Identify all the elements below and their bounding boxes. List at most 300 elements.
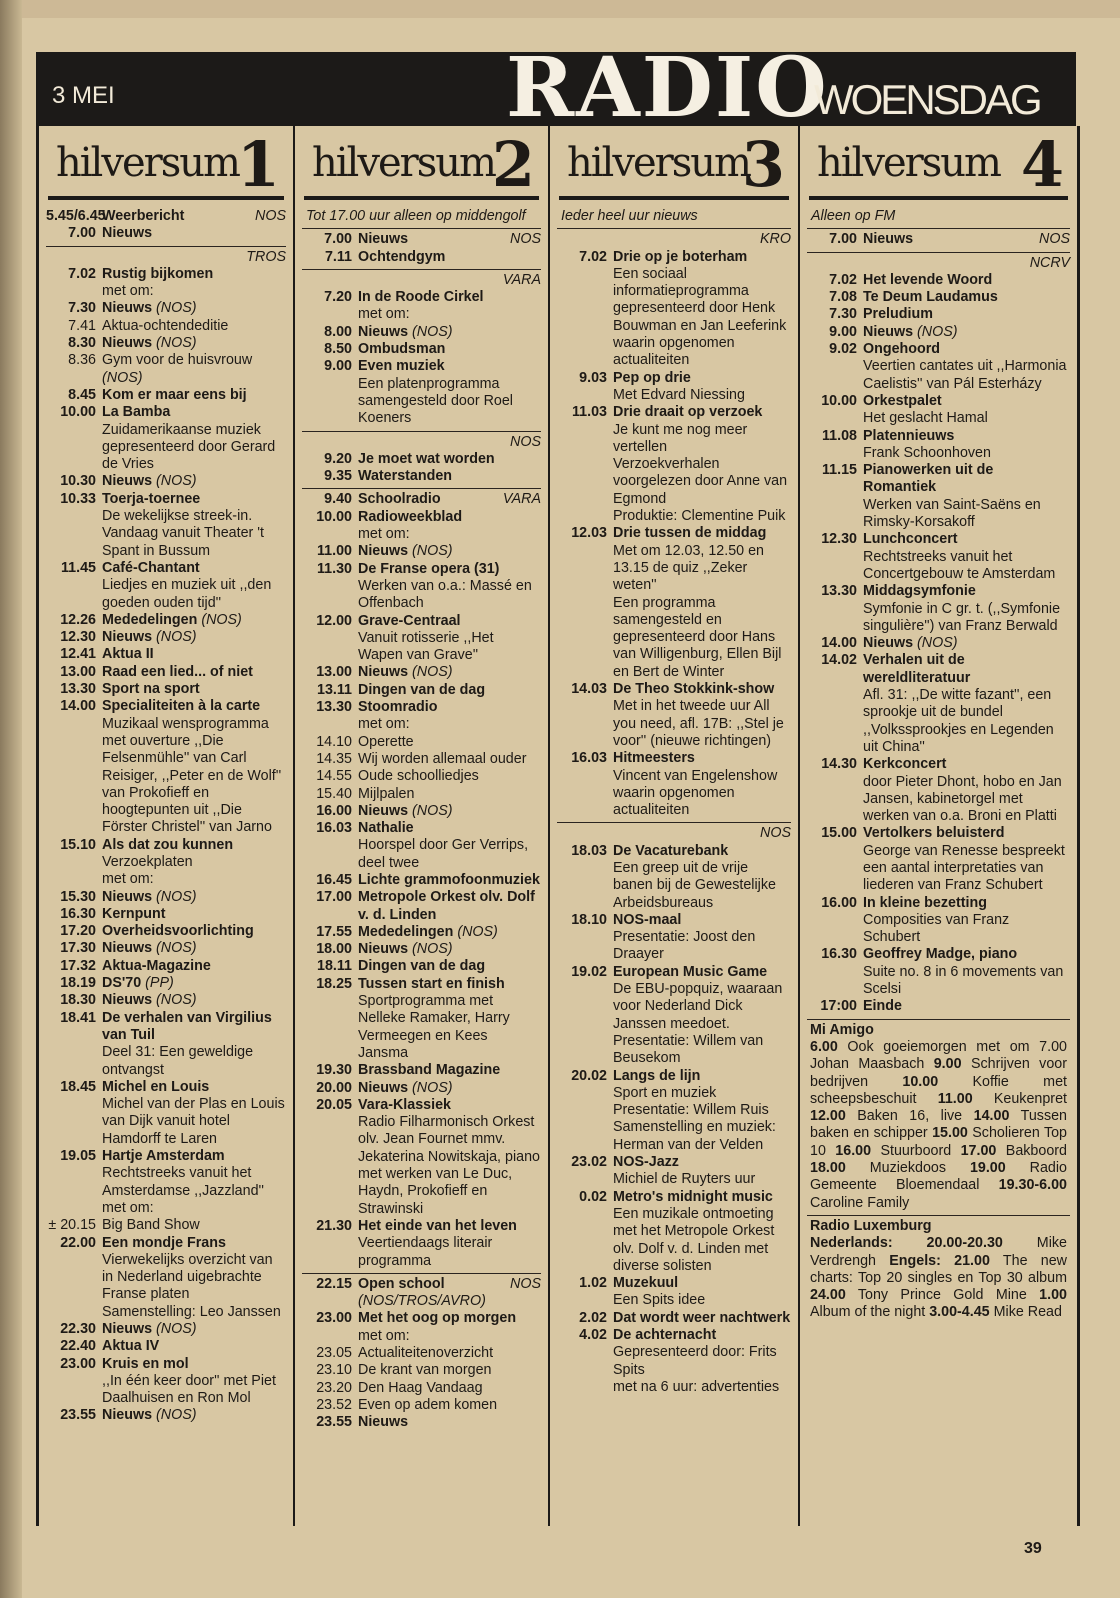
schedule-time: 3.00-4.45 xyxy=(929,1304,990,1321)
program-time: 7.41 xyxy=(68,317,96,334)
program-entry xyxy=(807,393,1070,428)
program-time: 17.00 xyxy=(316,889,352,906)
schedule-time: 6.00 xyxy=(810,1038,838,1055)
program-body xyxy=(863,462,1070,531)
program-title: Nieuws xyxy=(102,335,153,352)
program-body xyxy=(102,560,286,612)
program-entry xyxy=(302,1310,541,1345)
program-time: ± 20.15 xyxy=(48,1217,96,1234)
program-time: 13.00 xyxy=(60,663,96,680)
program-time: 12.30 xyxy=(60,629,96,646)
program-time: 10.30 xyxy=(60,473,96,490)
schedule-time: 18.00 xyxy=(810,1160,846,1177)
program-entry xyxy=(46,612,286,629)
program-title: Michel en Louis xyxy=(102,1078,210,1095)
program-title: Nieuws xyxy=(358,802,409,819)
program-entry xyxy=(46,1235,286,1321)
program-entry xyxy=(46,318,286,335)
program-time: 23.00 xyxy=(60,1355,96,1372)
program-description: Een sociaal informatieprogramma gepresenteerd door Henk Bouwman en Jan Leeferink waarin opgenomen actualiteiten xyxy=(613,265,787,369)
program-entry xyxy=(302,820,541,872)
program-description: Verzoekplaten met om: xyxy=(102,853,193,888)
program-time: 22.00 xyxy=(60,1234,96,1251)
program-time: 7.30 xyxy=(829,306,857,323)
program-title: Specialiteiten à la carte xyxy=(102,698,261,715)
program-description: ,,In één keer door'' met Piet Daalhuisen en Ron Mol xyxy=(102,1372,276,1407)
program-entry xyxy=(46,923,286,940)
program-description: Suite no. 8 in 6 movements van Scelsi xyxy=(863,963,1064,998)
program-title: NOS-Jazz xyxy=(613,1154,679,1171)
program-description: Rechtstreeks vanuit het Concertgebouw te Amsterdam xyxy=(863,548,1056,582)
program-time: 8.50 xyxy=(324,341,352,358)
program-title: Het einde van het leven xyxy=(358,1217,517,1234)
program-title: Met het oog op morgen xyxy=(358,1310,517,1327)
program-time: 16.45 xyxy=(316,871,352,888)
program-time: 15.10 xyxy=(60,836,96,853)
program-time: 23.00 xyxy=(316,1310,352,1327)
program-entry xyxy=(46,992,286,1009)
broadcaster-tag: NOS xyxy=(510,1275,541,1292)
program-entry xyxy=(807,998,1070,1015)
program-body xyxy=(863,652,1070,756)
program-description: Composities van Franz Schubert xyxy=(863,911,1010,946)
program-body xyxy=(358,664,541,681)
page-number: 39 xyxy=(1024,1540,1042,1557)
program-time: 19.30 xyxy=(316,1062,352,1079)
schedule-time: 14.00 xyxy=(973,1108,1010,1125)
program-body xyxy=(358,682,541,699)
program-description: Veertiendaags literair programma xyxy=(358,1235,493,1269)
program-title: Open school xyxy=(358,1275,445,1292)
program-description: (NOS) xyxy=(102,369,143,386)
program-entry xyxy=(807,289,1070,306)
program-body xyxy=(358,1062,541,1079)
program-entry xyxy=(46,208,286,225)
program-body xyxy=(863,756,1070,825)
program-body xyxy=(863,231,1070,248)
program-entry xyxy=(807,583,1070,635)
schedule-text: Mike Read xyxy=(989,1304,1062,1321)
program-entry xyxy=(302,358,541,427)
program-note: (NOS) xyxy=(156,473,197,490)
program-entry xyxy=(302,699,541,734)
program-body xyxy=(102,300,286,317)
program-body xyxy=(358,1310,541,1345)
program-entry xyxy=(302,941,541,958)
program-entry xyxy=(807,272,1070,289)
program-title: Nieuws xyxy=(102,992,153,1009)
program-entry xyxy=(807,428,1070,463)
program-title: Verhalen uit de wereldliteratuur xyxy=(863,652,971,686)
program-title: Ongehoord xyxy=(863,341,941,358)
program-body xyxy=(102,1079,286,1148)
program-time: 13.11 xyxy=(317,681,352,698)
program-body xyxy=(863,825,1070,894)
program-description: Sport en muziek Presentatie: Willem Ruis Samenstelling en muziek: Herman van der Velden xyxy=(613,1084,776,1153)
program-title: Drie draait op verzoek xyxy=(613,404,763,421)
station-column-hilversum-4 xyxy=(798,126,1077,1526)
program-body xyxy=(102,889,286,906)
schedule-time: 19.00 xyxy=(969,1160,1006,1177)
program-body xyxy=(613,843,791,912)
schedule-time: 15.00 xyxy=(932,1125,968,1142)
program-title: Platennieuws xyxy=(863,427,955,444)
station-number: 4 xyxy=(1020,128,1064,201)
program-title: Waterstanden xyxy=(358,468,453,485)
program-entry xyxy=(302,1380,541,1397)
program-title: Metropole Orkest olv. Dolf v. d. Linden xyxy=(358,889,535,923)
program-entry xyxy=(302,249,541,266)
program-note: (NOS) xyxy=(156,992,197,1009)
program-entry xyxy=(557,912,791,964)
program-body xyxy=(102,1321,286,1338)
program-body xyxy=(613,525,791,681)
program-body xyxy=(358,699,541,734)
program-time: 0.02 xyxy=(579,1188,607,1205)
program-time: 22.15 xyxy=(316,1275,352,1292)
program-entry xyxy=(46,940,286,957)
program-time: 11.45 xyxy=(61,559,96,576)
program-time: 23.55 xyxy=(316,1414,352,1431)
program-time: 23.52 xyxy=(316,1396,352,1413)
program-time: 12.03 xyxy=(571,525,607,542)
program-time: 16.00 xyxy=(821,894,857,911)
program-description: Presentatie: Joost den Draayer xyxy=(613,929,756,963)
program-time: 10.00 xyxy=(316,508,352,525)
program-body xyxy=(358,231,541,248)
schedule-text: Radio Gemeente Bloemendaal xyxy=(810,1160,1068,1194)
program-entry xyxy=(557,964,791,1068)
program-body xyxy=(102,1010,286,1079)
program-body xyxy=(863,324,1070,341)
program-title: Nieuws xyxy=(358,664,409,681)
date-label: 3 MEI xyxy=(52,82,115,109)
program-body xyxy=(358,751,541,768)
station-title: Mi Amigo xyxy=(810,1021,874,1038)
program-time: 12.00 xyxy=(316,612,352,629)
program-note: (NOS) xyxy=(412,664,453,681)
program-title: Café-Chantant xyxy=(102,559,200,576)
program-description: met om: xyxy=(358,526,410,543)
schedule-text: Baken 16, live xyxy=(845,1108,974,1125)
program-time: 12.30 xyxy=(821,531,857,548)
program-note: (NOS) xyxy=(412,1079,453,1096)
program-note: (NOS) xyxy=(201,611,242,628)
program-title: Hitmeesters xyxy=(613,750,695,767)
program-body xyxy=(613,750,791,819)
program-description: Liedjes en muziek uit ,,den goeden ouden tijd'' xyxy=(102,577,272,611)
program-time: 16.30 xyxy=(821,946,857,963)
program-time: 10.00 xyxy=(821,392,857,409)
program-body xyxy=(613,1068,791,1154)
program-body xyxy=(613,912,791,964)
program-time: 14.00 xyxy=(821,635,857,652)
program-title: Vara-Klassiek xyxy=(358,1096,451,1113)
program-body xyxy=(613,1189,791,1275)
program-entry xyxy=(302,1218,541,1270)
schedule-time: 19.30-6.00 xyxy=(998,1177,1067,1194)
program-description: Een platenprogramma samengesteld door Roel Koeners xyxy=(358,375,513,427)
program-body xyxy=(863,289,1070,306)
program-description: Met in het tweede uur All you need, afl. 17B: ,,Stel je voor'' (nieuwe richtingen) xyxy=(613,698,784,749)
program-entry xyxy=(302,1345,541,1362)
program-body xyxy=(102,646,286,663)
program-title: Aktua II xyxy=(102,646,154,663)
program-title: Lichte grammofoonmuziek xyxy=(358,871,540,888)
program-title: Pep op drie xyxy=(613,369,691,386)
program-description: Met Edvard Niessing xyxy=(613,386,745,403)
program-title: Operette xyxy=(358,733,414,750)
program-entry xyxy=(557,681,791,750)
station-schedule xyxy=(807,1235,1070,1321)
program-time: 18.25 xyxy=(316,975,352,992)
program-time: 7.00 xyxy=(324,231,352,248)
divider xyxy=(302,269,541,270)
program-body xyxy=(102,387,286,404)
program-title: Schoolradio xyxy=(358,491,441,508)
program-description: Vincent van Engelenshow waarin opgenomen actualiteiten xyxy=(613,767,778,819)
program-body xyxy=(102,681,286,698)
program-entry xyxy=(46,698,286,836)
program-title: Het levende Woord xyxy=(863,271,993,288)
schedule-time: 24.00 xyxy=(810,1287,846,1304)
program-description: met om: xyxy=(102,283,154,300)
program-time: 12.26 xyxy=(60,611,96,628)
program-entry xyxy=(302,768,541,785)
program-entry xyxy=(46,225,286,242)
program-time: 9.02 xyxy=(829,341,857,358)
program-entry xyxy=(557,404,791,525)
program-body xyxy=(358,1414,541,1431)
program-title: Einde xyxy=(863,998,902,1015)
program-title: Mededelingen xyxy=(102,611,198,628)
program-time: 18.41 xyxy=(60,1009,96,1026)
program-title: Kernpunt xyxy=(102,905,166,922)
program-title: Ochtendgym xyxy=(358,248,446,265)
program-time: 9.00 xyxy=(829,323,857,340)
program-body xyxy=(358,1218,541,1270)
broadcaster-label: NOS xyxy=(510,433,541,450)
program-entry xyxy=(302,509,541,544)
program-time: 20.05 xyxy=(316,1096,352,1113)
program-time: 23.02 xyxy=(571,1154,607,1171)
program-body xyxy=(358,468,541,485)
program-time: 14.30 xyxy=(821,756,857,773)
program-entry xyxy=(302,289,541,324)
schedule-text: Koffie met scheepsbeschuit xyxy=(810,1073,1067,1107)
program-title: Nieuws xyxy=(358,1414,409,1431)
program-body xyxy=(358,1276,541,1311)
program-time: 19.05 xyxy=(60,1148,96,1165)
program-time: 22.30 xyxy=(60,1321,96,1337)
program-body xyxy=(863,531,1070,583)
program-body xyxy=(358,1080,541,1097)
program-title: Aktua-ochtendeditie xyxy=(102,317,229,334)
program-title: Nieuws xyxy=(358,941,409,958)
program-body xyxy=(358,509,541,544)
program-time: 13.00 xyxy=(316,664,352,681)
program-note: (NOS) xyxy=(156,940,197,957)
program-entry xyxy=(557,1189,791,1275)
program-body xyxy=(102,664,286,681)
program-title: De Franse opera (31) xyxy=(358,560,500,577)
broadcaster-tag: NOS xyxy=(1039,231,1070,248)
schedule-time: 10.00 xyxy=(902,1073,939,1090)
program-entry xyxy=(302,561,541,613)
schedule-text: Bakboord xyxy=(996,1142,1067,1159)
program-description: Radio Filharmonisch Orkest olv. Jean Fournet mmv. Jekaterina Nowitskaja, piano met werken van Le Duc, Haydn, Prokofieff en Strawinski xyxy=(358,1114,540,1217)
schedule-time: 11.00 xyxy=(937,1090,973,1107)
program-entry xyxy=(46,1407,286,1424)
program-time: 14.00 xyxy=(60,698,96,715)
program-title: De Theo Stokkink-show xyxy=(613,681,775,698)
program-time: 15.00 xyxy=(821,825,857,842)
program-time: 20.00 xyxy=(316,1079,352,1096)
program-entry xyxy=(807,756,1070,825)
program-body xyxy=(358,803,541,820)
program-title: De krant van morgen xyxy=(358,1362,492,1379)
program-description: Sportprogramma met Nelleke Ramaker, Harry Vermeegen en Kees Jansma xyxy=(358,993,510,1061)
schedule-text: Schrijven voor bedrijven xyxy=(810,1056,1067,1090)
program-title: Dat wordt weer nachtwerk xyxy=(613,1309,791,1326)
program-entry xyxy=(302,664,541,681)
program-title: Aktua-Magazine xyxy=(102,957,211,974)
schedule-time: 9.00 xyxy=(933,1056,962,1073)
program-time: 11.08 xyxy=(822,427,857,444)
program-title: Overheidsvoorlichting xyxy=(102,923,254,940)
program-entry xyxy=(46,681,286,698)
program-body xyxy=(102,975,286,992)
program-entry xyxy=(46,352,286,387)
program-description: Werken van o.a.: Massé en Offenbach xyxy=(358,577,532,612)
program-note: (NOS) xyxy=(156,629,197,646)
program-entry xyxy=(46,1079,286,1148)
program-entry xyxy=(302,491,541,508)
program-title: Nathalie xyxy=(358,820,414,837)
program-title: Oude schoolliedjes xyxy=(358,768,479,785)
program-time: 8.36 xyxy=(68,352,96,369)
program-entry xyxy=(807,895,1070,947)
program-time: 14.55 xyxy=(316,768,352,785)
program-body xyxy=(358,1097,541,1218)
program-time: 5.45/6.45 xyxy=(46,208,106,224)
program-time: 10.00 xyxy=(60,404,96,421)
program-description: De wekelijkse streek-in. Vandaag vanuit Theater 't Spant in Bussum xyxy=(102,508,264,559)
divider xyxy=(302,431,541,432)
program-title: De achternacht xyxy=(613,1327,717,1343)
program-entry xyxy=(302,924,541,941)
divider xyxy=(807,1215,1070,1216)
program-entry xyxy=(46,664,286,681)
program-time: 10.33 xyxy=(60,490,96,507)
program-time: 9.40 xyxy=(324,491,352,508)
program-title: Middagsymfonie xyxy=(863,583,976,600)
program-time: 7.20 xyxy=(324,289,352,306)
program-entry xyxy=(302,889,541,924)
program-title: Tussen start en finish xyxy=(358,975,505,992)
program-body xyxy=(102,266,286,301)
program-title: Gym voor de huisvrouw xyxy=(102,352,253,369)
program-body xyxy=(358,561,541,613)
program-title: European Music Game xyxy=(613,963,768,980)
program-entry xyxy=(557,1154,791,1189)
program-title: Nieuws xyxy=(863,635,914,652)
station-number: 1 xyxy=(236,128,280,201)
program-title: Big Band Show xyxy=(102,1217,200,1234)
program-body xyxy=(863,998,1070,1015)
program-body xyxy=(613,249,791,370)
program-entry xyxy=(46,387,286,404)
program-time: 11.00 xyxy=(317,543,352,560)
page-top-edge xyxy=(0,0,1120,18)
program-description: Muzikaal wensprogramma met ouverture ,,Die Felsenmühle'' van Carl Reisiger, ,,Peter en de Wolf'' van Prokofieff en hoogtepunten uit ,,Die Förster Christel'' van Jarno xyxy=(102,715,282,836)
program-body xyxy=(863,272,1070,289)
program-time: 7.02 xyxy=(68,265,96,282)
schedule-text: Album of the night xyxy=(810,1304,930,1321)
station-number: 3 xyxy=(741,128,785,201)
program-time: 16.00 xyxy=(316,802,352,819)
program-entry xyxy=(302,1397,541,1414)
program-entry xyxy=(302,751,541,768)
program-body xyxy=(102,940,286,957)
program-time: 17.32 xyxy=(60,957,96,974)
program-body xyxy=(102,1338,286,1355)
program-description: Symfonie in C gr. t. (,,Symfonie singulière'') van Franz Berwald xyxy=(863,600,1061,634)
program-note: (PP) xyxy=(145,975,174,992)
program-body xyxy=(613,681,791,750)
program-description: met om: xyxy=(358,716,410,733)
program-body xyxy=(358,289,541,324)
program-entry xyxy=(807,825,1070,894)
program-time: 9.35 xyxy=(324,468,352,485)
program-entry xyxy=(46,1217,286,1234)
program-time: 1.02 xyxy=(579,1275,607,1292)
program-entry xyxy=(302,786,541,803)
program-entry xyxy=(46,335,286,352)
program-title: Te Deum Laudamus xyxy=(863,289,998,306)
program-title: Raad een lied... of niet xyxy=(102,663,253,680)
program-entry xyxy=(557,1327,791,1396)
schedule-text: Mike Verdrengh xyxy=(810,1235,1067,1269)
program-title: Dingen van de dag xyxy=(358,958,486,975)
schedule-time: Engels: 21.00 xyxy=(889,1252,990,1269)
program-description: Een muzikale ontmoeting met het Metropole Orkest olv. Dolf v. d. Linden met diverse solisten xyxy=(613,1205,775,1274)
program-time: 14.02 xyxy=(821,652,857,669)
program-title: Nieuws xyxy=(102,1407,153,1424)
program-entry xyxy=(557,1275,791,1310)
program-body xyxy=(358,341,541,358)
divider xyxy=(302,228,541,229)
program-body xyxy=(102,225,286,242)
divider xyxy=(557,822,791,823)
program-title: Even op adem komen xyxy=(358,1396,498,1413)
program-description: Het geslacht Hamal xyxy=(863,410,988,427)
station-name: hilversum xyxy=(56,140,239,186)
program-description: Vanuit rotisserie ,,Het Wapen van Grave'' xyxy=(358,629,494,664)
program-description: Je kunt me nog meer vertellen Verzoekverhalen voorgelezen door Anne van Egmond Produktie: Clementine Puik xyxy=(613,421,788,525)
program-entry xyxy=(807,324,1070,341)
program-entry xyxy=(302,1414,541,1431)
program-time: 13.30 xyxy=(316,699,352,716)
page-header-band xyxy=(36,40,1076,136)
program-description: George van Renesse bespreekt een aantal interpretaties van liederen van Franz Schubert xyxy=(863,842,1065,894)
program-time: 17.55 xyxy=(316,923,352,940)
program-time: 13.30 xyxy=(60,681,96,698)
program-time: 22.40 xyxy=(60,1338,96,1355)
column-note: Alleen op FM xyxy=(811,208,896,224)
program-body xyxy=(358,1380,541,1397)
program-body xyxy=(358,358,541,427)
